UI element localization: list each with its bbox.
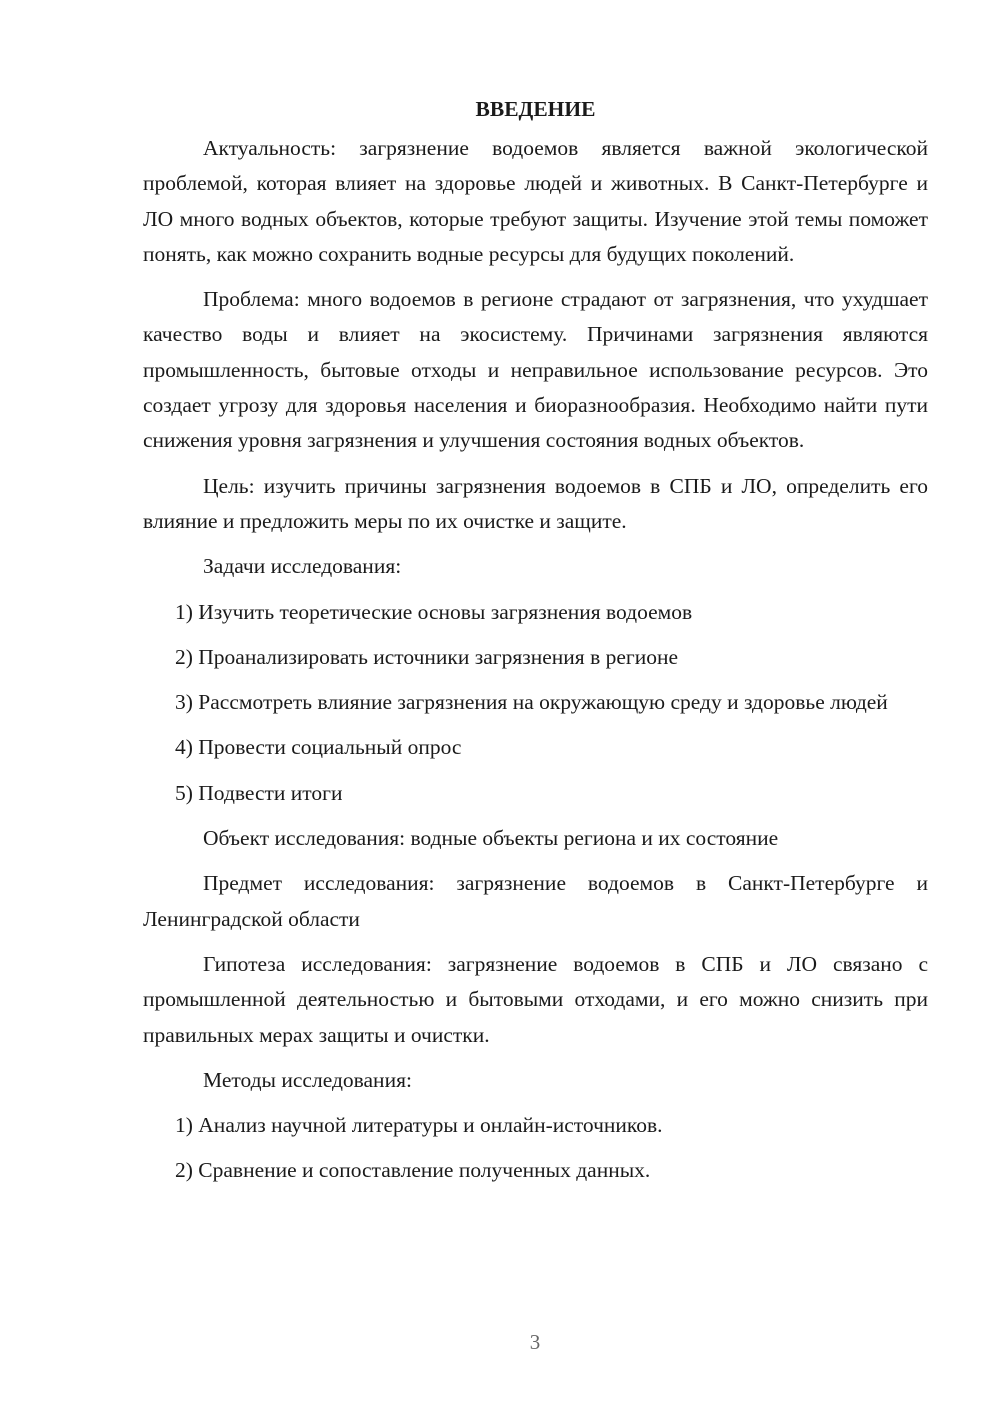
- method-item: 1) Анализ научной литературы и онлайн-источников.: [175, 1113, 663, 1138]
- document-page: [143, 92, 928, 1189]
- paragraph-relevance: Актуальность: загрязнение водоемов является важной экологической проблемой, которая влияет на здоровье людей и животных. В Санкт-Петербурге и ЛО много водных объектов, которые требуют защиты. Изучение этой темы поможет понять, как можно сохранить водные ресурсы для будущих поколений.: [143, 136, 928, 266]
- task-item: 5) Подвести итоги: [175, 780, 343, 805]
- tasks-heading: Задачи исследования:: [203, 554, 402, 579]
- research-object: Объект исследования: водные объекты региона и их состояние: [203, 826, 779, 851]
- task-item: 2) Проанализировать источники загрязнения в регионе: [175, 644, 679, 669]
- task-item: 4) Провести социальный опрос: [175, 735, 462, 760]
- paragraph-goal: Цель: изучить причины загрязнения водоемов в СПБ и ЛО, определить его влияние и предложить меры по их очистке и защите.: [143, 473, 928, 533]
- page-number: 3: [529, 1330, 541, 1354]
- task-item: 1) Изучить теоретические основы загрязнения водоемов: [175, 599, 693, 624]
- research-subject: Предмет исследования: загрязнение водоемов в Санкт-Петербурге и Ленинградской области: [143, 871, 928, 931]
- section-title: ВВЕДЕНИЕ: [475, 97, 596, 121]
- method-item: 2) Сравнение и сопоставление полученных данных.: [175, 1158, 651, 1183]
- research-hypothesis: Гипотеза исследования: загрязнение водоемов в СПБ и ЛО связано с промышленной деятельностью и бытовыми отходами, и его можно снизить при правильных мерах защиты и очистки.: [143, 951, 928, 1047]
- task-item: 3) Рассмотреть влияние загрязнения на окружающую среду и здоровье людей: [175, 690, 888, 715]
- methods-heading: Методы исследования:: [203, 1067, 412, 1092]
- paragraph-problem: Проблема: много водоемов в регионе страдают от загрязнения, что ухудшает качество воды и влияет на экосистему. Причинами загрязнения являются промышленность, бытовые отходы и неправильное использование ресурсов. Это создает угрозу для здоровья населения и биоразнообразия. Необходимо найти пути снижения уровня загрязнения и улучшения состояния водных объектов.: [143, 287, 928, 453]
